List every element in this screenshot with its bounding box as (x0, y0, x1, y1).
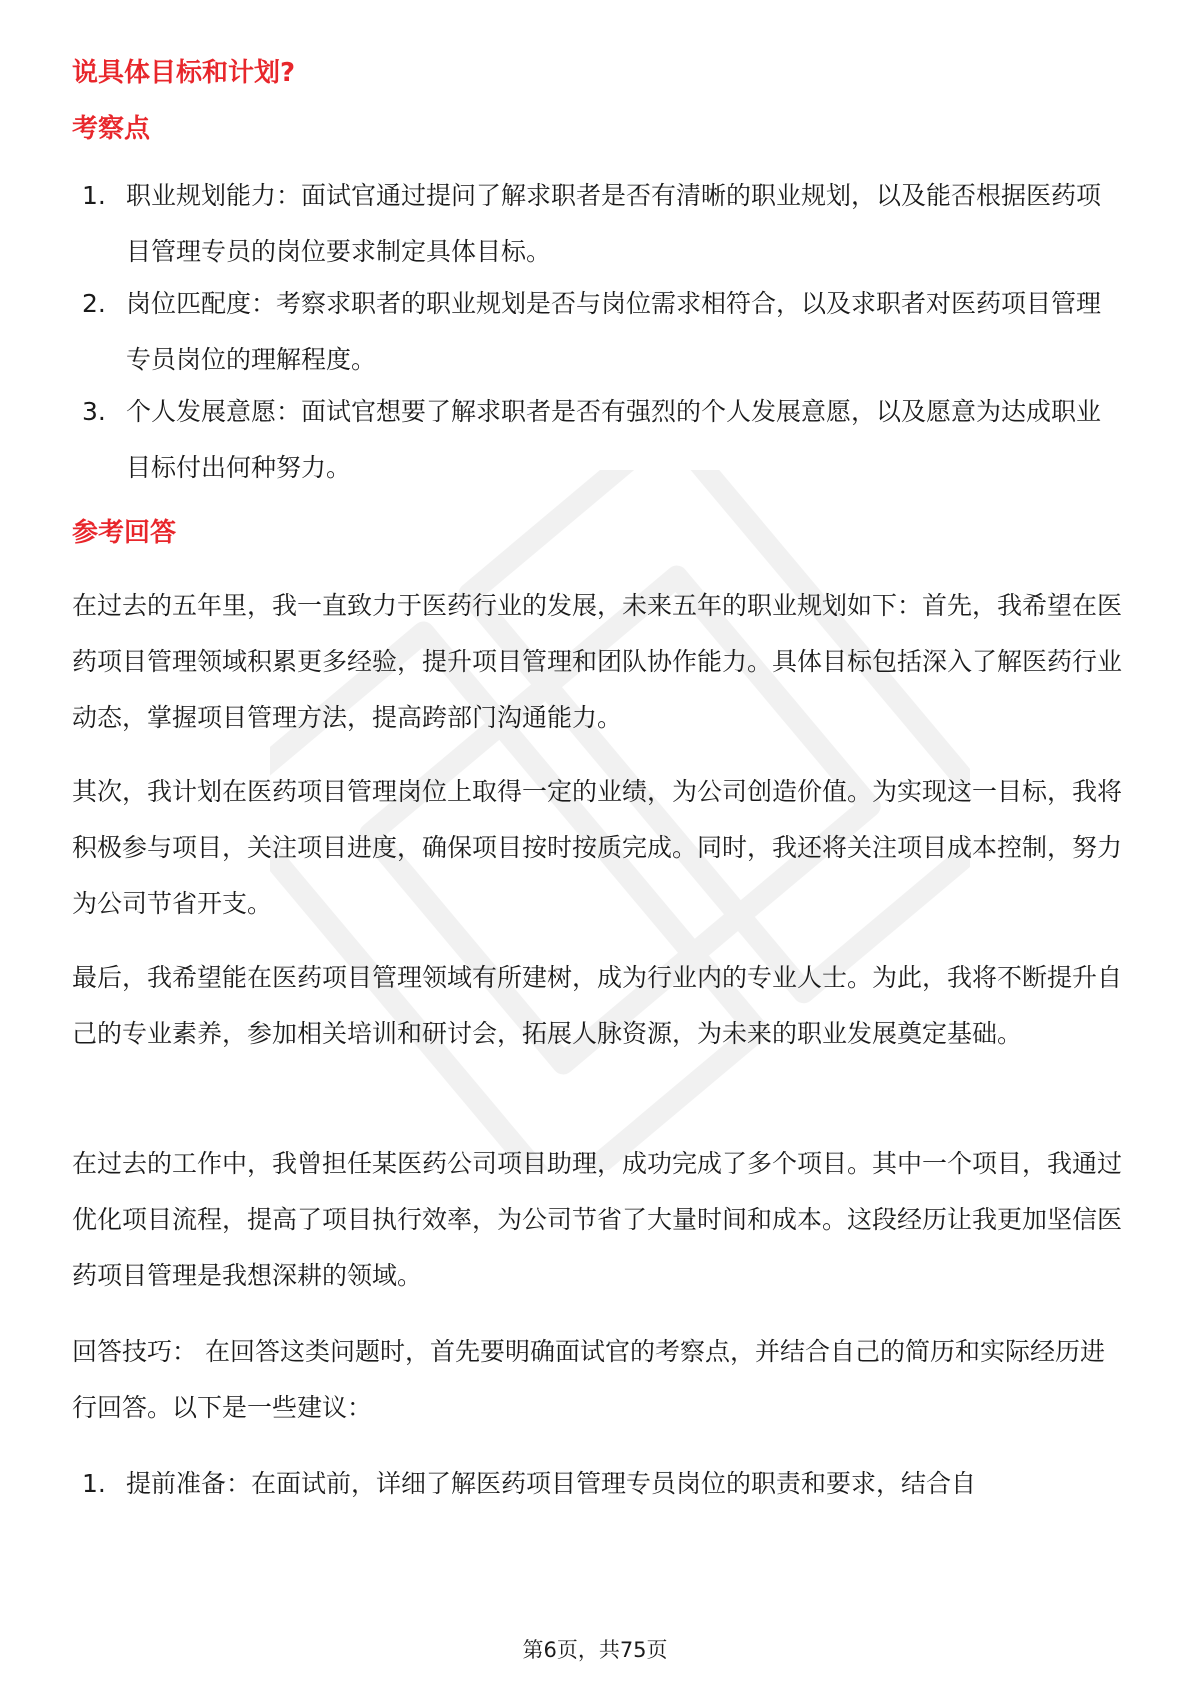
answer-paragraph: 其次，我计划在医药项目管理岗位上取得一定的业绩，为公司创造价值。为实现这一目标，我将积极参与项目，关注项目进度，确保项目按时按质完成。同时，我还将关注项目成本控制，努力为公司节省开支。 (72, 777, 1123, 918)
tips-intro-paragraph: 回答技巧： 在回答这类问题时，首先要明确面试官的考察点，并结合自己的简历和实际经历进行回答。以下是一些建议： (72, 1337, 1105, 1422)
section-heading-answer: 参考回答 (72, 518, 177, 548)
question-title: 说具体目标和计划? (72, 58, 296, 88)
answer-paragraph: 最后，我希望能在医药项目管理领域有所建树，成为行业内的专业人士。为此，我将不断提升自己的专业素养，参加相关培训和研讨会，拓展人脉资源，为未来的职业发展奠定基础。 (72, 963, 1123, 1048)
list-item (82, 168, 1122, 280)
list-item-number: 1. (82, 181, 106, 210)
answer-paragraph: 在过去的工作中，我曾担任某医药公司项目助理，成功完成了多个项目。其中一个项目，我通过优化项目流程，提高了项目执行效率，为公司节省了大量时间和成本。这段经历让我更加坚信医药项目管理是我想深耕的领域。 (72, 1149, 1123, 1290)
list-item-number: 3. (82, 397, 106, 426)
answer-paragraph: 在过去的五年里，我一直致力于医药行业的发展，未来五年的职业规划如下：首先，我希望在医药项目管理领域积累更多经验，提升项目管理和团队协作能力。具体目标包括深入了解医药行业动态，掌握项目管理方法，提高跨部门沟通能力。 (72, 591, 1123, 732)
section-heading-points: 考察点 (72, 114, 151, 144)
tip-item-text: 提前准备：在面试前，详细了解医药项目管理专员岗位的职责和要求，结合自 (126, 1469, 977, 1498)
page-footer: 第6页，共75页 (522, 1638, 668, 1662)
list-item (82, 384, 1122, 496)
list-item-number: 2. (82, 289, 106, 318)
list-item-text: 个人发展意愿：面试官想要了解求职者是否有强烈的个人发展意愿，以及愿意为达成职业目标付出何种努力。 (126, 397, 1102, 482)
list-item-text: 职业规划能力：面试官通过提问了解求职者是否有清晰的职业规划，以及能否根据医药项目管理专员的岗位要求制定具体目标。 (126, 181, 1102, 266)
list-item-text: 岗位匹配度：考察求职者的职业规划是否与岗位需求相符合，以及求职者对医药项目管理专员岗位的理解程度。 (126, 289, 1102, 374)
tip-item-number: 1. (82, 1469, 106, 1498)
list-item (82, 276, 1122, 388)
tip-item (82, 1456, 1122, 1512)
